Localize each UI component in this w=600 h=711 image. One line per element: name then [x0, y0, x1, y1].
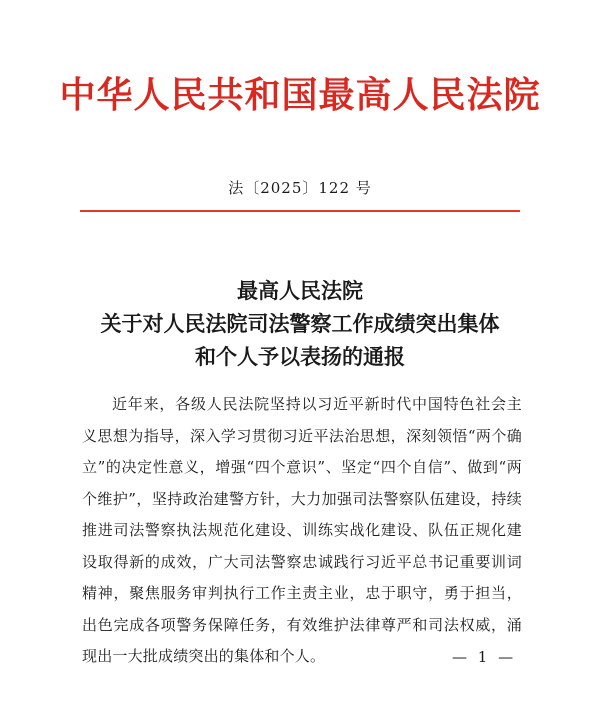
title-line-2: 关于对人民法院司法警察工作成绩突出集体 — [100, 312, 500, 336]
document-title — [0, 275, 600, 374]
document-number: 法〔2025〕122 号 — [228, 179, 372, 197]
red-divider-line — [80, 210, 520, 212]
page-number: — 1 — — [452, 648, 517, 666]
title-line-1: 最高人民法院 — [237, 279, 363, 303]
title-line-3: 和个人予以表扬的通报 — [195, 345, 405, 369]
court-header-title: 中华人民共和国最高人民法院 — [59, 75, 541, 116]
body-paragraph: 近年来，各级人民法院坚持以习近平新时代中国特色社会主义思想为指导，深入学习贯彻习近平法治思想，深刻领悟“两个确立”的决定性意义，增强“四个意识”、坚定“四个自信”、做到“两个维护”，坚持政治建警方针，大力加强司法警察队伍建设，持续推进司法警察执法规范化建设、训练实战化建设、队伍正规化建设取得新的成效，广大司法警察忠诚践行习近平总书记重要训词精神，聚焦服务审判执行工作主责主业，忠于职守，勇于担当，出色完成各项警务保障任务，有效维护法律尊严和司法权威，涌现出一大批成绩突出的集体和个人。 — [82, 395, 522, 665]
